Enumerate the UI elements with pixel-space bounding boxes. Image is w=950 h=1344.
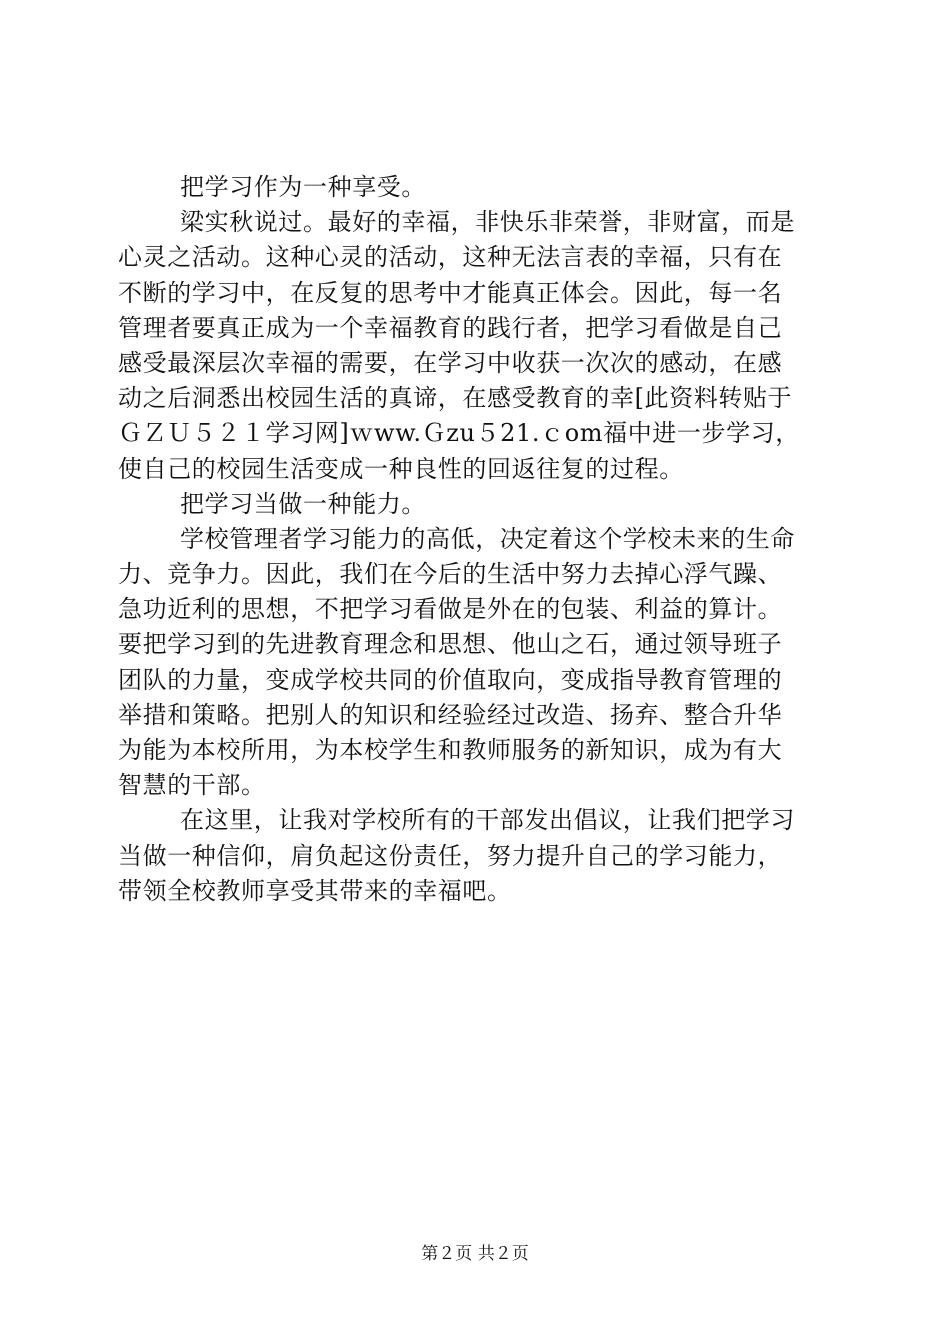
body-text-line: 不断的学习中，在反复的思考中才能真正体会。因此，每一名 xyxy=(118,278,783,307)
body-text-line: 当做一种信仰，肩负起这份责任，努力提升自己的学习能力， xyxy=(118,841,783,870)
body-text-line: 感受最深层次幸福的需要，在学习中收获一次次的感动，在感 xyxy=(118,348,783,377)
body-text-line: 心灵之活动。这种心灵的活动，这种无法言表的幸福，只有在 xyxy=(118,243,783,272)
body-text-line: 力、竞争力。因此，我们在今后的生活中努力去掉心浮气躁、 xyxy=(118,560,783,589)
body-text-line: 在这里，让我对学校所有的干部发出倡议，让我们把学习 xyxy=(180,806,795,835)
document-body xyxy=(118,170,838,909)
body-text-line: 团队的力量，变成学校共同的价值取向，变成指导教育管理的 xyxy=(118,665,783,694)
paragraph-heading-enjoyment: 把学习作为一种享受。 xyxy=(180,173,426,201)
body-text-line: 管理者要真正成为一个幸福教育的践行者，把学习看做是自己 xyxy=(118,313,783,342)
body-text-line: 急功近利的思想，不把学习看做是外在的包装、利益的算计。 xyxy=(118,595,783,624)
body-text-line: 智慧的干部。 xyxy=(118,771,266,800)
body-text-line: 举措和策略。把别人的知识和经验经过改造、扬弃、整合升华 xyxy=(118,700,783,729)
body-text-line: 要把学习到的先进教育理念和思想、他山之石，通过领导班子 xyxy=(118,630,783,659)
body-text-line: 使自己的校园生活变成一种良性的回返往复的过程。 xyxy=(118,454,684,483)
body-text-line: 为能为本校所用，为本校学生和教师服务的新知识，成为有大 xyxy=(118,736,783,764)
body-text-line: 学校管理者学习能力的高低，决定着这个学校未来的生命 xyxy=(180,524,795,553)
body-text-line: 动之后洞悉出校园生活的真谛，在感受教育的幸[此资料转贴于 xyxy=(118,384,793,413)
body-text-line: 带领全校教师享受其带来的幸福吧。 xyxy=(118,876,512,905)
paragraph-heading-ability: 把学习当做一种能力。 xyxy=(180,489,426,518)
body-text-line: 梁实秋说过。最好的幸福，非快乐非荣誉，非财富，而是 xyxy=(180,208,795,237)
page-number-footer: 第２页 共２页 xyxy=(421,1244,529,1264)
body-text-line: ＧＺＵ５２１学习网]ｗww.Ｇzu５21.ｃom福中进一步学习， xyxy=(118,419,800,448)
